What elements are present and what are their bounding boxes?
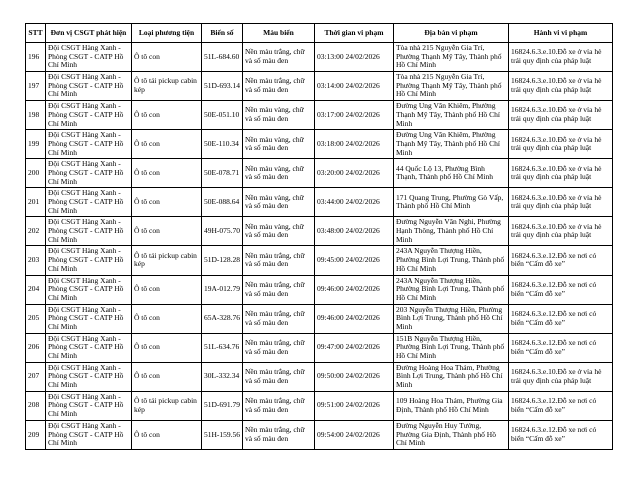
vehicle-type-cell: Ô tô con [132,159,202,188]
stt-cell: 200 [26,159,46,188]
violation-time-cell: 03:20:00 24/02/2026 [315,159,394,188]
violation-location-cell: Đường Ung Văn Khiêm, Phường Thạnh Mỹ Tây, Thành phố Hồ Chí Minh [394,101,509,130]
table-header-row [26,24,613,43]
violation-location-cell: Đường Nguyễn Văn Nghi, Phường Hạnh Thông, Thành phố Hồ Chí Minh [394,217,509,246]
unit-cell: Đội CSGT Hàng Xanh - Phòng CSGT - CATP Hồ Chí Minh [46,362,132,391]
stt-cell: 197 [26,72,46,101]
violation-location-cell: Tòa nhà 215 Nguyễn Gia Trí, Phường Thạnh Mỹ Tây, Thành phố Hồ Chí Minh [394,72,509,101]
violation-location-cell: 109 Hoàng Hoa Thám, Phường Gia Định, Thành phố Hồ Chí Minh [394,391,509,420]
vehicle-type-cell: Ô tô con [132,420,202,449]
unit-cell: Đội CSGT Hàng Xanh - Phòng CSGT - CATP Hồ Chí Minh [46,101,132,130]
stt-cell: 199 [26,130,46,159]
vehicle-type-cell: Ô tô con [132,362,202,391]
table-row [26,246,613,275]
violation-time-cell: 09:51:00 24/02/2026 [315,391,394,420]
plate-number-cell: 65A-328.76 [202,304,243,333]
violation-behavior-cell: 16824.6.3.e.10.Đỗ xe ở vỉa hè trái quy định của pháp luật [509,188,613,217]
violation-behavior-cell: 16824.6.3.e.10.Đỗ xe ở vỉa hè trái quy định của pháp luật [509,362,613,391]
violation-location-cell: 243A Nguyễn Thượng Hiền, Phường Bình Lợi Trung, Thành phố Hồ Chí Minh [394,246,509,275]
plate-color-cell: Nền màu trắng, chữ và số màu đen [243,362,315,391]
table-row [26,159,613,188]
unit-cell: Đội CSGT Hàng Xanh - Phòng CSGT - CATP Hồ Chí Minh [46,217,132,246]
plate-number-cell: 49H-075.70 [202,217,243,246]
plate-number-cell: 51D-128.28 [202,246,243,275]
violation-behavior-cell: 16824.6.3.e.12.Đỗ xe nơi có biển “Cấm đỗ xe” [509,304,613,333]
col-header-violation-time: Thời gian vi phạm [315,24,394,43]
violation-location-cell: Tòa nhà 215 Nguyễn Gia Trí, Phường Thạnh Mỹ Tây, Thành phố Hồ Chí Minh [394,43,509,72]
table-row [26,304,613,333]
col-header-vehicle-type: Loại phương tiện [132,24,202,43]
table-row [26,275,613,304]
table-row [26,101,613,130]
plate-color-cell: Nền màu vàng, chữ và số màu đen [243,217,315,246]
violation-behavior-cell: 16824.6.3.e.12.Đỗ xe nơi có biển “Cấm đỗ xe” [509,246,613,275]
violation-behavior-cell: 16824.6.3.e.10.Đỗ xe ở vỉa hè trái quy định của pháp luật [509,101,613,130]
plate-color-cell: Nền màu trắng, chữ và số màu đen [243,304,315,333]
violation-behavior-cell: 16824.6.3.e.12.Đỗ xe nơi có biển “Cấm đỗ xe” [509,333,613,362]
vehicle-type-cell: Ô tô con [132,304,202,333]
vehicle-type-cell: Ô tô con [132,43,202,72]
vehicle-type-cell: Ô tô con [132,101,202,130]
vehicle-type-cell: Ô tô con [132,130,202,159]
stt-cell: 205 [26,304,46,333]
violations-table [25,23,613,450]
stt-cell: 201 [26,188,46,217]
plate-number-cell: 19A-012.79 [202,275,243,304]
plate-color-cell: Nền màu trắng, chữ và số màu đen [243,246,315,275]
stt-cell: 207 [26,362,46,391]
violation-behavior-cell: 16824.6.3.e.12.Đỗ xe nơi có biển “Cấm đỗ xe” [509,275,613,304]
plate-color-cell: Nền màu trắng, chữ và số màu đen [243,420,315,449]
violation-time-cell: 03:13:00 24/02/2026 [315,43,394,72]
violation-time-cell: 09:45:00 24/02/2026 [315,246,394,275]
violation-behavior-cell: 16824.6.3.e.10.Đỗ xe ở vỉa hè trái quy định của pháp luật [509,130,613,159]
vehicle-type-cell: Ô tô con [132,188,202,217]
unit-cell: Đội CSGT Hàng Xanh - Phòng CSGT - CATP Hồ Chí Minh [46,159,132,188]
plate-color-cell: Nền màu trắng, chữ và số màu đen [243,275,315,304]
vehicle-type-cell: Ô tô con [132,217,202,246]
table-row [26,217,613,246]
plate-number-cell: 30L-332.34 [202,362,243,391]
plate-color-cell: Nền màu trắng, chữ và số màu đen [243,43,315,72]
violation-time-cell: 09:46:00 24/02/2026 [315,304,394,333]
plate-number-cell: 50E-078.71 [202,159,243,188]
stt-cell: 203 [26,246,46,275]
col-header-plate-number: Biển số [202,24,243,43]
vehicle-type-cell: Ô tô tải pickup cabin kép [132,246,202,275]
plate-number-cell: 51D-691.79 [202,391,243,420]
stt-cell: 208 [26,391,46,420]
plate-number-cell: 51H-159.56 [202,420,243,449]
unit-cell: Đội CSGT Hàng Xanh - Phòng CSGT - CATP Hồ Chí Minh [46,333,132,362]
col-header-unit: Đơn vị CSGT phát hiện [46,24,132,43]
violation-location-cell: Đường Hoàng Hoa Thám, Phường Bình Lợi Trung, Thành phố Hồ Chí Minh [394,362,509,391]
violation-behavior-cell: 16824.6.3.e.12.Đỗ xe nơi có biển “Cấm đỗ xe” [509,420,613,449]
unit-cell: Đội CSGT Hàng Xanh - Phòng CSGT - CATP Hồ Chí Minh [46,275,132,304]
table-row [26,420,613,449]
plate-color-cell: Nền màu trắng, chữ và số màu đen [243,72,315,101]
violation-time-cell: 03:18:00 24/02/2026 [315,130,394,159]
stt-cell: 196 [26,43,46,72]
plate-number-cell: 51L-684.60 [202,43,243,72]
col-header-violation-location: Địa bàn vi phạm [394,24,509,43]
violation-location-cell: 171 Quang Trung, Phường Gò Vấp, Thành phố Hồ Chí Minh [394,188,509,217]
unit-cell: Đội CSGT Hàng Xanh - Phòng CSGT - CATP Hồ Chí Minh [46,188,132,217]
unit-cell: Đội CSGT Hàng Xanh - Phòng CSGT - CATP Hồ Chí Minh [46,130,132,159]
plate-color-cell: Nền màu vàng, chữ và số màu đen [243,130,315,159]
violation-time-cell: 09:54:00 24/02/2026 [315,420,394,449]
col-header-plate-color: Màu biển [243,24,315,43]
unit-cell: Đội CSGT Hàng Xanh - Phòng CSGT - CATP Hồ Chí Minh [46,304,132,333]
violation-location-cell: 44 Quốc Lộ 13, Phường Bình Thạnh, Thành phố Hồ Chí Minh [394,159,509,188]
violation-behavior-cell: 16824.6.3.e.10.Đỗ xe ở vỉa hè trái quy định của pháp luật [509,217,613,246]
table-row [26,72,613,101]
violation-time-cell: 03:17:00 24/02/2026 [315,101,394,130]
table-row [26,130,613,159]
violation-location-cell: 203 Nguyễn Thượng Hiền, Phường Bình Lợi Trung, Thành phố Hồ Chí Minh [394,304,509,333]
plate-number-cell: 51D-693.14 [202,72,243,101]
stt-cell: 202 [26,217,46,246]
violation-time-cell: 03:44:00 24/02/2026 [315,188,394,217]
vehicle-type-cell: Ô tô con [132,275,202,304]
col-header-stt: STT [26,24,46,43]
col-header-violation-behavior: Hành vi vi phạm [509,24,613,43]
unit-cell: Đội CSGT Hàng Xanh - Phòng CSGT - CATP Hồ Chí Minh [46,72,132,101]
plate-color-cell: Nền màu vàng, chữ và số màu đen [243,101,315,130]
plate-color-cell: Nền màu trắng, chữ và số màu đen [243,333,315,362]
violation-time-cell: 09:47:00 24/02/2026 [315,333,394,362]
stt-cell: 209 [26,420,46,449]
violation-location-cell: Đường Nguyễn Huy Tưởng, Phường Gia Định, Thành phố Hồ Chí Minh [394,420,509,449]
unit-cell: Đội CSGT Hàng Xanh - Phòng CSGT - CATP Hồ Chí Minh [46,43,132,72]
plate-color-cell: Nền màu vàng, chữ và số màu đen [243,159,315,188]
violation-time-cell: 09:46:00 24/02/2026 [315,275,394,304]
violation-behavior-cell: 16824.6.3.e.10.Đỗ xe ở vỉa hè trái quy định của pháp luật [509,72,613,101]
stt-cell: 204 [26,275,46,304]
stt-cell: 206 [26,333,46,362]
vehicle-type-cell: Ô tô tải pickup cabin kép [132,72,202,101]
violation-location-cell: Đường Ung Văn Khiêm, Phường Thạnh Mỹ Tây, Thành phố Hồ Chí Minh [394,130,509,159]
violation-location-cell: 243A Nguyễn Thượng Hiền, Phường Bình Lợi Trung, Thành phố Hồ Chí Minh [394,275,509,304]
vehicle-type-cell: Ô tô con [132,333,202,362]
violation-time-cell: 09:50:00 24/02/2026 [315,362,394,391]
violation-behavior-cell: 16824.6.3.e.10.Đỗ xe ở vỉa hè trái quy định của pháp luật [509,159,613,188]
plate-color-cell: Nền màu trắng, chữ và số màu đen [243,391,315,420]
unit-cell: Đội CSGT Hàng Xanh - Phòng CSGT - CATP Hồ Chí Minh [46,246,132,275]
unit-cell: Đội CSGT Hàng Xanh - Phòng CSGT - CATP Hồ Chí Minh [46,391,132,420]
violation-behavior-cell: 16824.6.3.e.12.Đỗ xe nơi có biển “Cấm đỗ xe” [509,391,613,420]
plate-color-cell: Nền màu vàng, chữ và số màu đen [243,188,315,217]
plate-number-cell: 50E-088.64 [202,188,243,217]
violation-behavior-cell: 16824.6.3.e.10.Đỗ xe ở vỉa hè trái quy định của pháp luật [509,43,613,72]
plate-number-cell: 50E-110.34 [202,130,243,159]
unit-cell: Đội CSGT Hàng Xanh - Phòng CSGT - CATP Hồ Chí Minh [46,420,132,449]
table-row [26,43,613,72]
table-row [26,362,613,391]
violation-time-cell: 03:48:00 24/02/2026 [315,217,394,246]
table-row [26,391,613,420]
plate-number-cell: 50E-051.10 [202,101,243,130]
table-row [26,188,613,217]
violation-location-cell: 151B Nguyễn Thượng Hiền, Phường Bình Lợi Trung, Thành phố Hồ Chí Minh [394,333,509,362]
stt-cell: 198 [26,101,46,130]
plate-number-cell: 51L-634.76 [202,333,243,362]
violation-time-cell: 03:14:00 24/02/2026 [315,72,394,101]
vehicle-type-cell: Ô tô tải pickup cabin kép [132,391,202,420]
table-row [26,333,613,362]
